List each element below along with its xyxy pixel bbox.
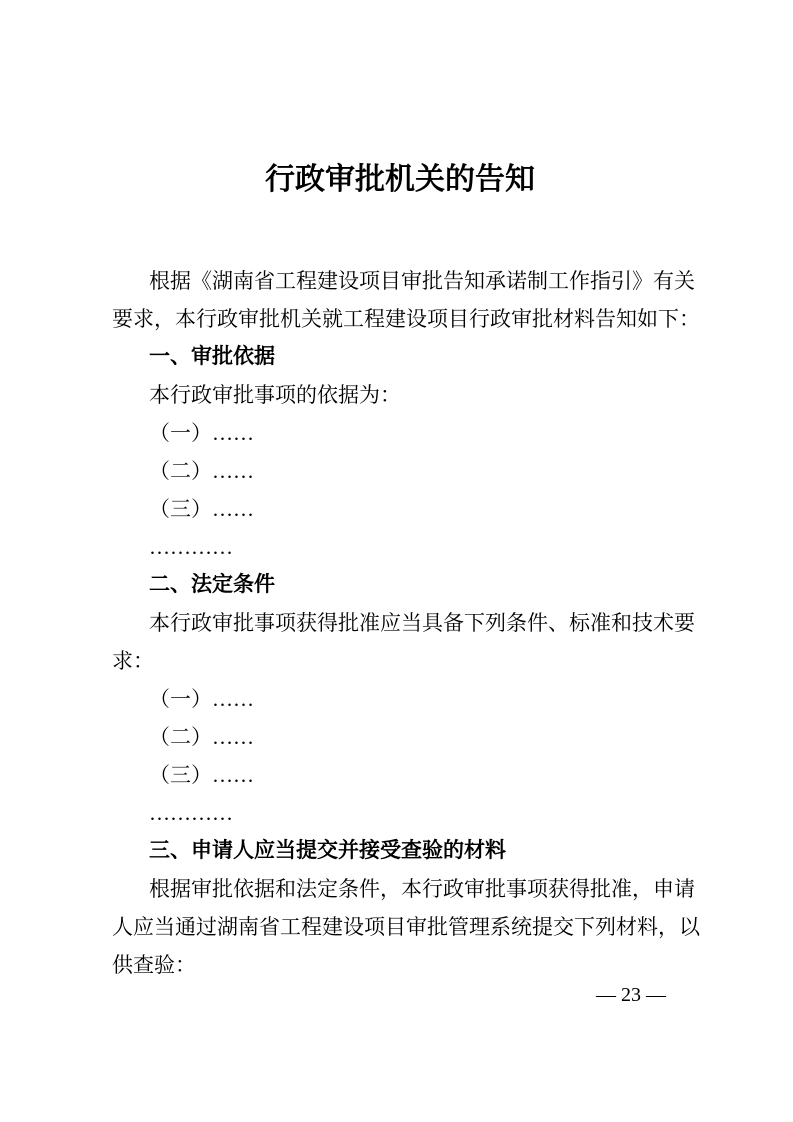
section-1-list-item: （一）…… [149, 421, 254, 445]
section-2-lead-line-1: 本行政审批事项获得批准应当具备下列条件、标准和技术要 [149, 611, 695, 635]
document-content [112, 0, 700, 984]
section-2-lead-line-2: 求： [112, 649, 154, 673]
section-3-heading: 三、申请人应当提交并接受查验的材料 [149, 839, 506, 862]
section-2-ellipsis-line: ………… [149, 801, 233, 825]
section-1-lead: 本行政审批事项的依据为： [149, 383, 401, 407]
page-number: — 23 — [596, 984, 666, 1006]
section-2-list-item: （三）…… [149, 763, 254, 787]
section-2-list-item: （二）…… [149, 725, 254, 749]
section-2-list-item: （一）…… [149, 687, 254, 711]
section-1-list-item: （三）…… [149, 497, 254, 521]
section-1-ellipsis-line: ………… [149, 535, 233, 559]
page-title: 行政审批机关的告知 [265, 163, 535, 196]
section-1-heading: 一、审批依据 [149, 345, 275, 368]
section-1-list-item: （二）…… [149, 459, 254, 483]
section-3-paragraph-line-1: 根据审批依据和法定条件，本行政审批事项获得批准，申请 [149, 877, 695, 901]
section-3-paragraph-line-3: 供查验： [112, 953, 196, 977]
intro-paragraph-line-2: 要求，本行政审批机关就工程建设项目行政审批材料告知如下： [112, 307, 700, 331]
intro-paragraph-line-1: 根据《湖南省工程建设项目审批告知承诺制工作指引》有关 [149, 269, 695, 293]
section-3-paragraph-line-2: 人应当通过湖南省工程建设项目审批管理系统提交下列材料，以 [112, 915, 700, 939]
document-body [112, 262, 700, 984]
section-2-heading: 二、法定条件 [149, 573, 275, 596]
